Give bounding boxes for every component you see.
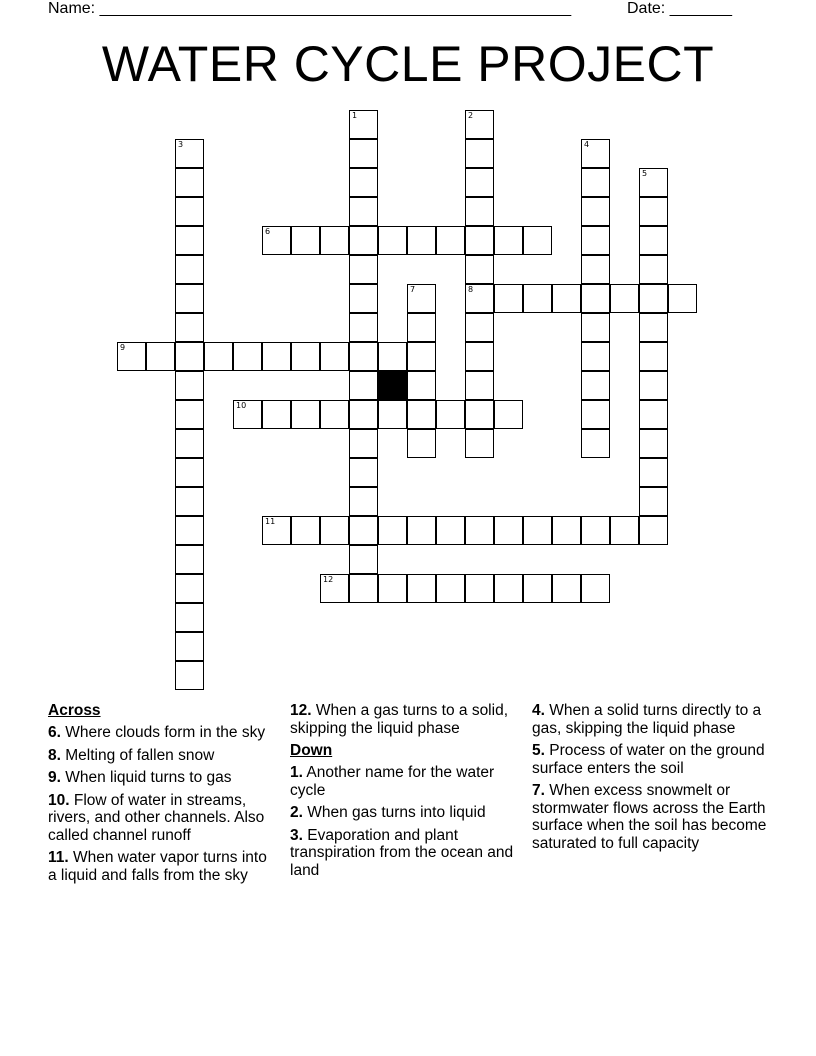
crossword-cell[interactable] — [523, 574, 552, 603]
clue-text: When a solid turns directly to a gas, skipping the liquid phase — [532, 702, 762, 737]
down-heading: Down — [290, 742, 333, 759]
crossword-cell[interactable] — [175, 342, 204, 371]
crossword-cell[interactable] — [262, 342, 291, 371]
crossword-cell[interactable] — [581, 255, 610, 284]
clue-number-label: 3 — [178, 140, 184, 149]
crossword-cell[interactable] — [175, 139, 204, 168]
crossword-cell[interactable] — [465, 168, 494, 197]
clue-text: When gas turns into liquid — [302, 804, 486, 821]
crossword-cell[interactable] — [233, 400, 262, 429]
crossword-cell[interactable] — [523, 226, 552, 255]
crossword-cell[interactable] — [175, 632, 204, 661]
crossword-cell[interactable] — [465, 429, 494, 458]
crossword-cell[interactable] — [523, 284, 552, 313]
crossword-cell[interactable] — [639, 284, 668, 313]
clue-number-label: 9 — [120, 343, 126, 352]
crossword-cell[interactable] — [407, 574, 436, 603]
clue-text: Evaporation and plant transpiration from the ocean and land — [290, 826, 514, 879]
clue-number: 5. — [532, 742, 545, 759]
crossword-cell[interactable] — [378, 574, 407, 603]
crossword-cell[interactable] — [175, 284, 204, 313]
crossword-cell[interactable] — [523, 516, 552, 545]
crossword-cell[interactable] — [552, 516, 581, 545]
crossword-cell[interactable] — [175, 168, 204, 197]
crossword-cell[interactable] — [436, 574, 465, 603]
clue-text: Where clouds form in the sky — [60, 724, 266, 741]
crossword-cell[interactable] — [407, 313, 436, 342]
crossword-cell[interactable] — [407, 516, 436, 545]
crossword-cell[interactable] — [581, 342, 610, 371]
crossword-cell[interactable] — [639, 429, 668, 458]
name-field[interactable]: Name: _____________________________________________________ — [48, 0, 572, 17]
crossword-cell[interactable] — [639, 197, 668, 226]
clue-down-4 — [532, 702, 772, 737]
crossword-cell[interactable] — [349, 110, 378, 139]
clue-number-label: 6 — [265, 227, 271, 236]
crossword-cell[interactable] — [175, 371, 204, 400]
crossword-cell[interactable] — [494, 284, 523, 313]
crossword-cell[interactable] — [407, 284, 436, 313]
crossword-cell[interactable] — [552, 284, 581, 313]
clue-down-1 — [290, 764, 522, 799]
crossword-cell[interactable] — [233, 342, 262, 371]
crossword-cell[interactable] — [146, 342, 175, 371]
crossword-cell[interactable] — [407, 342, 436, 371]
crossword-cell[interactable] — [291, 342, 320, 371]
crossword-cell[interactable] — [204, 342, 233, 371]
clue-text: Process of water on the ground surface enters the soil — [532, 742, 765, 777]
crossword-cell[interactable] — [610, 516, 639, 545]
crossword-cell[interactable] — [175, 487, 204, 516]
clue-number: 4. — [532, 702, 545, 719]
crossword-cell[interactable] — [407, 226, 436, 255]
crossword-cell[interactable] — [465, 342, 494, 371]
crossword-cell[interactable] — [175, 661, 204, 690]
clue-number-label: 11 — [265, 517, 276, 526]
crossword-cell[interactable] — [349, 342, 378, 371]
clue-text: When excess snowmelt or stormwater flows across the Earth surface when the soil has become saturated to full capacity — [532, 782, 767, 852]
crossword-cell[interactable] — [465, 255, 494, 284]
crossword-cell[interactable] — [262, 400, 291, 429]
crossword-cell[interactable] — [639, 255, 668, 284]
clue-number: 6. — [48, 724, 61, 741]
crossword-cell[interactable] — [639, 168, 668, 197]
clue-number-label: 2 — [468, 111, 474, 120]
crossword-cell[interactable] — [349, 574, 378, 603]
crossword-cell[interactable] — [465, 110, 494, 139]
crossword-cell[interactable] — [349, 197, 378, 226]
clue-text: When liquid turns to gas — [60, 769, 232, 786]
crossword-cell[interactable] — [581, 139, 610, 168]
crossword-cell[interactable] — [175, 458, 204, 487]
clue-number-label: 1 — [352, 111, 358, 120]
crossword-cell[interactable] — [175, 255, 204, 284]
crossword-cell[interactable] — [117, 342, 146, 371]
clue-down-5 — [532, 742, 772, 777]
crossword-cell[interactable] — [349, 487, 378, 516]
crossword-cell[interactable] — [349, 458, 378, 487]
crossword-cell[interactable] — [407, 371, 436, 400]
clue-number-label: 4 — [584, 140, 590, 149]
crossword-cell[interactable] — [494, 400, 523, 429]
crossword-cell[interactable] — [465, 313, 494, 342]
crossword-cell[interactable] — [291, 226, 320, 255]
clue-number: 8. — [48, 746, 61, 764]
clue-number: 9. — [48, 769, 61, 786]
crossword-cell[interactable] — [581, 429, 610, 458]
crossword-cell[interactable] — [349, 284, 378, 313]
clue-text: When a gas turns to a solid, skipping the liquid phase — [290, 702, 508, 737]
crossword-cell[interactable] — [465, 226, 494, 255]
crossword-cell[interactable] — [291, 400, 320, 429]
crossword-cell[interactable] — [349, 545, 378, 574]
clue-number: 12. — [290, 702, 312, 719]
crossword-cell[interactable] — [581, 400, 610, 429]
clues-column-3 — [532, 702, 772, 857]
clue-across-11 — [48, 849, 273, 884]
crossword-cell[interactable] — [175, 603, 204, 632]
crossword-cell[interactable] — [320, 574, 349, 603]
clue-number: 10. — [48, 791, 70, 809]
crossword-cell[interactable] — [639, 516, 668, 545]
crossword-cell[interactable] — [494, 226, 523, 255]
crossword-cell[interactable] — [175, 313, 204, 342]
crossword-cell[interactable] — [581, 313, 610, 342]
crossword-cell[interactable] — [175, 545, 204, 574]
crossword-cell[interactable] — [639, 458, 668, 487]
crossword-cell[interactable] — [378, 342, 407, 371]
clue-across-6 — [48, 724, 273, 742]
crossword-cell[interactable] — [320, 226, 349, 255]
crossword-cell[interactable] — [610, 284, 639, 313]
crossword-cell[interactable] — [378, 400, 407, 429]
date-field[interactable]: Date: _______ — [627, 0, 732, 17]
crossword-cell[interactable] — [262, 516, 291, 545]
crossword-cell[interactable] — [175, 429, 204, 458]
crossword-cell[interactable] — [320, 400, 349, 429]
crossword-cell[interactable] — [349, 313, 378, 342]
crossword-cell[interactable] — [407, 429, 436, 458]
crossword-cell[interactable] — [581, 574, 610, 603]
clue-number-label: 7 — [410, 285, 416, 294]
crossword-cell[interactable] — [639, 487, 668, 516]
crossword-cell[interactable] — [378, 516, 407, 545]
crossword-cell[interactable] — [349, 139, 378, 168]
crossword-cell[interactable] — [581, 516, 610, 545]
clue-number-label: 5 — [642, 169, 648, 178]
clue-number: 2. — [290, 804, 303, 821]
crossword-cell[interactable] — [175, 226, 204, 255]
clue-number: 7. — [532, 782, 545, 799]
clue-down-3 — [290, 827, 522, 880]
crossword-cell[interactable] — [407, 400, 436, 429]
clue-number-label: 12 — [323, 575, 334, 584]
black-square — [378, 371, 407, 400]
crossword-cell[interactable] — [581, 226, 610, 255]
crossword-cell[interactable] — [494, 516, 523, 545]
clue-number: 3. — [290, 826, 303, 844]
clue-number: 1. — [290, 764, 303, 781]
clue-number: 11. — [48, 849, 69, 866]
crossword-cell[interactable] — [465, 574, 494, 603]
crossword-cell[interactable] — [349, 371, 378, 400]
crossword-cell[interactable] — [320, 516, 349, 545]
crossword-cell[interactable] — [349, 255, 378, 284]
clue-down-2 — [290, 804, 522, 822]
crossword-cell[interactable] — [581, 371, 610, 400]
crossword-cell[interactable] — [175, 400, 204, 429]
crossword-cell[interactable] — [552, 574, 581, 603]
crossword-cell[interactable] — [291, 516, 320, 545]
clue-text: Another name for the water cycle — [290, 764, 495, 799]
clue-number-label: 8 — [468, 285, 474, 294]
crossword-cell[interactable] — [465, 197, 494, 226]
crossword-cell[interactable] — [465, 516, 494, 545]
crossword-cell[interactable] — [639, 400, 668, 429]
crossword-cell[interactable] — [320, 342, 349, 371]
crossword-cell[interactable] — [581, 197, 610, 226]
crossword-cell[interactable] — [349, 429, 378, 458]
crossword-cell[interactable] — [436, 400, 465, 429]
crossword-cell[interactable] — [175, 516, 204, 545]
clue-down-7 — [532, 782, 772, 852]
crossword-cell[interactable] — [436, 226, 465, 255]
crossword-cell[interactable] — [639, 342, 668, 371]
clue-text: When water vapor turns into a liquid and falls from the sky — [48, 849, 267, 884]
crossword-cell[interactable] — [436, 516, 465, 545]
crossword-cell[interactable] — [668, 284, 697, 313]
clue-number-label: 10 — [236, 401, 247, 410]
clues-column-1 — [48, 702, 273, 889]
crossword-cell[interactable] — [639, 226, 668, 255]
crossword-cell[interactable] — [639, 313, 668, 342]
crossword-cell[interactable] — [349, 400, 378, 429]
crossword-cell[interactable] — [262, 226, 291, 255]
across-heading: Across — [48, 702, 101, 719]
clue-across-12 — [290, 702, 522, 737]
crossword-cell[interactable] — [581, 284, 610, 313]
crossword-cell[interactable] — [175, 574, 204, 603]
crossword-cell[interactable] — [465, 371, 494, 400]
crossword-cell[interactable] — [465, 139, 494, 168]
crossword-cell[interactable] — [581, 168, 610, 197]
clue-text: Flow of water in streams, rivers, and other channels. Also called channel runoff — [48, 791, 265, 844]
clue-across-8 — [48, 747, 273, 765]
crossword-cell[interactable] — [175, 197, 204, 226]
clue-text: Melting of fallen snow — [60, 746, 215, 764]
crossword-cell[interactable] — [494, 574, 523, 603]
crossword-cell[interactable] — [639, 371, 668, 400]
crossword-cell[interactable] — [349, 168, 378, 197]
crossword-cell[interactable] — [349, 516, 378, 545]
crossword-cell[interactable] — [465, 400, 494, 429]
page-title: WATER CYCLE PROJECT — [101, 36, 715, 92]
crossword-cell[interactable] — [378, 226, 407, 255]
crossword-cell[interactable] — [465, 284, 494, 313]
clues-column-2 — [290, 702, 522, 884]
clue-across-10 — [48, 792, 273, 845]
crossword-cell[interactable] — [349, 226, 378, 255]
clue-across-9 — [48, 769, 273, 787]
